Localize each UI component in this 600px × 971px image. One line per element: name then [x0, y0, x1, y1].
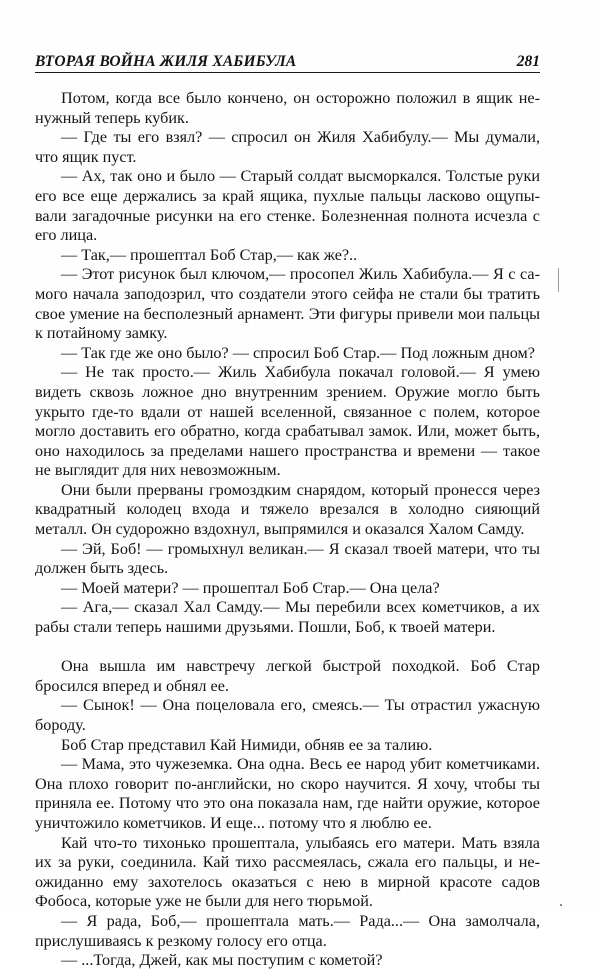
paragraph: — Эй, Боб! — громыхнул великан.— Я сказал твоей матери, что ты должен быть здесь.	[35, 539, 540, 578]
margin-scan-mark	[558, 268, 559, 292]
running-header	[35, 52, 540, 73]
paragraph: Потом, когда все было кончено, он осторожно положил в ящик ненужный теперь кубик.	[35, 89, 540, 127]
paragraph: — Моей матери? — прошептал Боб Стар.— Она цела?	[61, 578, 440, 597]
paragraph: — Где ты его взял? — спросил он Жиля Хабибулу.— Мы думали, что ящик пуст.	[35, 128, 540, 166]
paragraph: — Так где же оно было? — спросил Боб Стар.— Под ложным дном?	[61, 343, 535, 362]
paragraph: Она вышла им навстречу легкой быстрой походкой. Боб Стар бросился вперед и обнял ее.	[35, 657, 540, 695]
paragraph: Кай что-то тихонько прошептала, улыбаясь его матери. Мать взяла их за руки, соединила. Кай тихо рассмеялась, сжала его пальцы, и неожиданно ему захотелось оказаться с нею в мирной красоте садов Фобоса, которые уже не были для него тюрьмой.	[35, 833, 540, 911]
paragraph: — Этот рисунок был ключом,— просопел Жиль Хабибула.— Я с самого начала заподозрил, что создатели этого сейфа не стали бы тратить свое умение на бесполезный арнамент. Эти фигуры привели мои пальцы к потайному замку.	[35, 265, 540, 343]
paragraph: — Так,— прошептал Боб Стар,— как же?..	[61, 245, 358, 264]
paragraph: — Ага,— сказал Хал Самду.— Мы перебили всех кометчиков, а их рабы стали теперь нашими друзьями. Пошли, Боб, к твоей матери.	[35, 598, 540, 637]
paragraph: — Сынок! — Она поцеловала его, смеясь.— Ты отрастил ужасную бороду.	[35, 696, 540, 734]
paragraph: — Не так просто.— Жиль Хабибула покачал головой.— Я умею видеть сквозь ложное дно внутренним зрением. Оружие могло быть укрыто где-то вдали от нашей вселенной, связанное с полем, которое могло доставить его обратно, когда срабатывал замок. Или, может быть, оно находилось за пределами нашего пространства и времени — такое не выглядит для них невозможным.	[35, 363, 540, 480]
paragraph: Боб Стар представил Кай Нимиди, обняв ее за талию.	[61, 735, 433, 754]
body-text	[35, 89, 540, 971]
paragraph: — Ах, так оно и было — Старый солдат высморкался. Толстые руки его все еще держались за край ящика, пухлые пальцы ласково ощупывали загадочные рисунки на его стенке. Болезненная полнота исчезла с его лица.	[35, 167, 540, 245]
scan-speck	[560, 904, 562, 906]
running-title: ВТОРАЯ ВОЙНА ЖИЛЯ ХАБИБУЛА	[35, 53, 297, 70]
paragraph: — ...Тогда, Джей, как мы поступим с кометой?	[61, 951, 383, 970]
paragraph: — Я рада, Боб,— прошептала мать.— Рада...— Она замолчала, прислушиваясь к резкому голосу его отца.	[35, 911, 540, 950]
paragraph: — Мама, это чужеземка. Она одна. Весь ее народ убит кометчиками. Она плохо говорит по-английски, но скоро научится. Я хочу, чтобы ты приняла ее. Потому что это она показала нам, где найти оружие, которое уничтожило кометчиков. И еще... потому что я люблю ее.	[35, 755, 540, 832]
paragraph: Они были прерваны громоздким снарядом, который пронесся через квадратный колодец входа и тяжело врезался в холодно сияющий металл. Он судорожно вздохнул, выпрямился и оказался Халом Самду.	[35, 480, 540, 539]
page-number: 281	[516, 53, 540, 70]
